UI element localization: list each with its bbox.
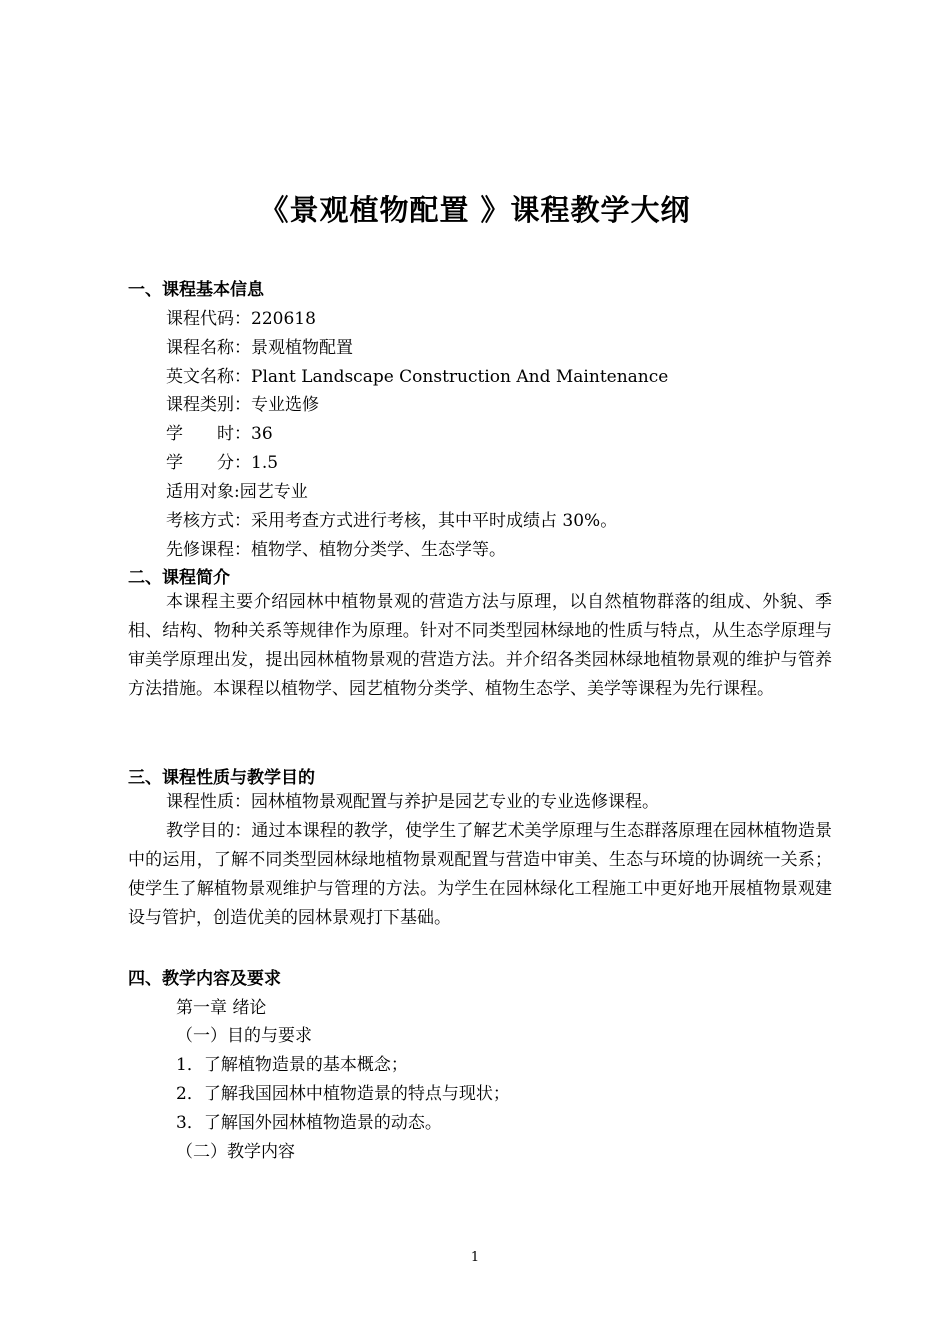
- goal-item-3: 3．了解国外园林植物造景的动态。: [176, 1113, 442, 1133]
- goal-item-1: 1．了解植物造景的基本概念；: [176, 1055, 408, 1075]
- goal-item-2: 2．了解我国园林中植物造景的特点与现状；: [176, 1084, 510, 1104]
- prerequisite-courses: 先修课程：植物学、植物分类学、生态学等。: [166, 540, 506, 560]
- section-heading-nature-purpose: 三、课程性质与教学目的: [128, 768, 315, 788]
- page-number: 1: [470, 1250, 480, 1265]
- subsection-content: （二）教学内容: [176, 1142, 295, 1162]
- subsection-goals: （一）目的与要求: [176, 1026, 312, 1046]
- section-heading-content: 四、教学内容及要求: [128, 969, 281, 989]
- section-heading-introduction: 二、课程简介: [128, 568, 230, 588]
- chapter-one-title: 第一章 绪论: [176, 998, 267, 1018]
- course-introduction-paragraph: 本课程主要介绍园林中植物景观的营造方法与原理，以自然植物群落的组成、外貌、季相、结构、物种关系等规律作为原理。针对不同类型园林绿地的性质与特点，从生态学原理与审美学原理出发，提出园林植物景观的营造方法。并介绍各类园林绿地植物景观的维护与管养方法措施。本课程以植物学、园艺植物分类学、植物生态学、美学等课程为先行课程。: [128, 592, 832, 699]
- course-credits: 学 分：1.5: [166, 453, 279, 473]
- document-title: 《景观植物配置 》课程教学大纲: [259, 193, 691, 227]
- teaching-purpose-paragraph: 教学目的：通过本课程的教学，使学生了解艺术美学原理与生态群落原理在园林植物造景中的运用，了解不同类型园林绿地植物景观配置与营造中审美、生态与环境的协调统一关系；使学生了解植物景观维护与管理的方法。为学生在园林绿化工程施工中更好地开展植物景观建设与管护，创造优美的园林景观打下基础。: [128, 821, 832, 928]
- assessment-method: 考核方式：采用考查方式进行考核，其中平时成绩占 30%。: [166, 511, 618, 531]
- english-name: 英文名称：Plant Landscape Construction And Maintenance: [166, 367, 669, 387]
- course-category: 课程类别：专业选修: [166, 395, 319, 415]
- section-heading-basic-info: 一、课程基本信息: [128, 280, 264, 300]
- course-hours: 学 时：36: [166, 424, 273, 444]
- course-code: 课程代码：220618: [166, 309, 316, 329]
- course-nature-paragraph: 课程性质：园林植物景观配置与养护是园艺专业的专业选修课程。: [166, 792, 659, 812]
- target-students: 适用对象:园艺专业: [166, 482, 308, 502]
- course-name: 课程名称：景观植物配置: [166, 338, 353, 358]
